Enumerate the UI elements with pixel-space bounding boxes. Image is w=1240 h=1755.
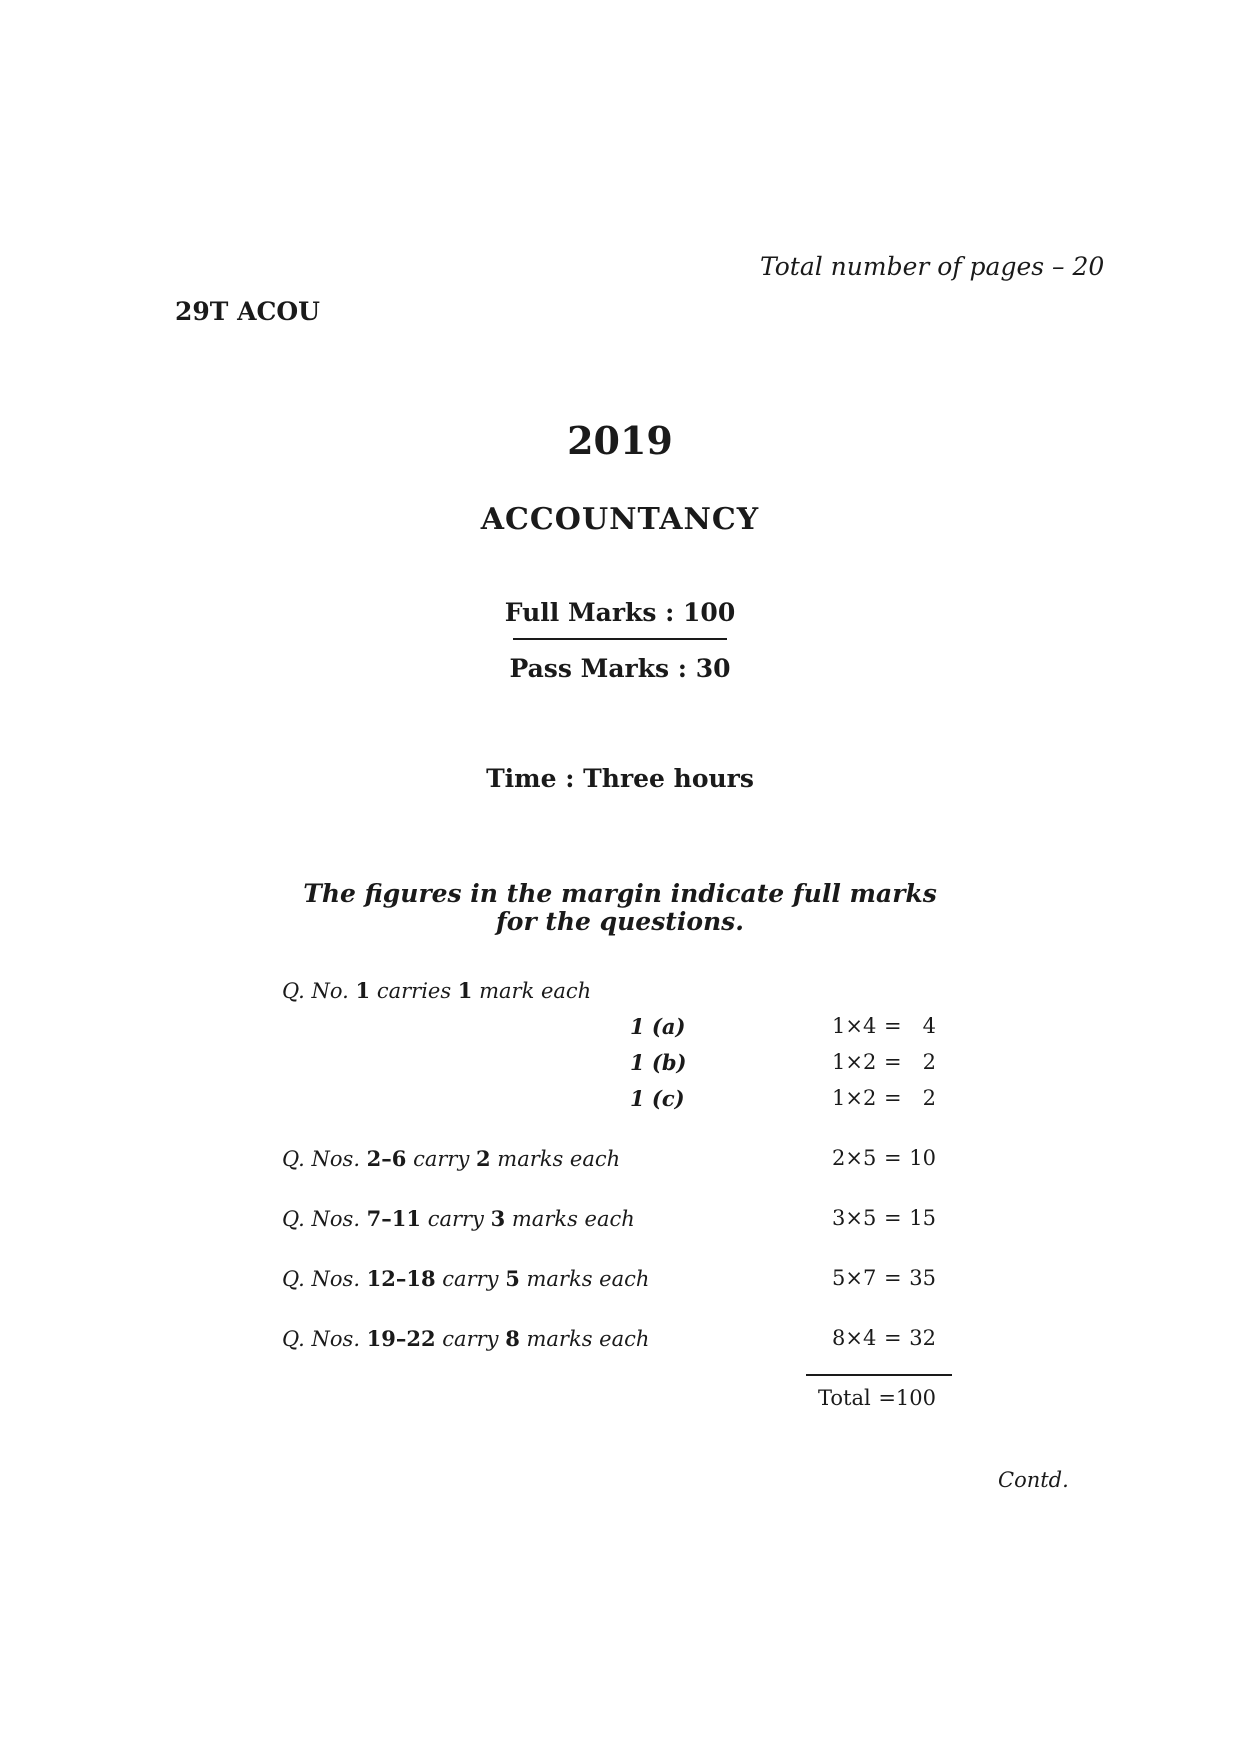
group-calc: 3×5 — [832, 1206, 877, 1230]
group-mid: carry — [406, 1147, 476, 1171]
q1-suffix: mark each — [472, 979, 592, 1003]
group-2-6-label — [282, 1146, 620, 1171]
group-prefix: Q. Nos. — [282, 1267, 367, 1291]
group-2-6-marks — [832, 1146, 936, 1170]
group-range: 7–11 — [366, 1206, 422, 1231]
group-7-11-label — [282, 1206, 635, 1231]
instruction-line-1: The figures in the margin indicate full marks — [303, 879, 937, 908]
group-eq: = — [884, 1146, 902, 1170]
q1-number: 1 — [355, 978, 371, 1003]
group-marks: 2 — [475, 1146, 491, 1171]
q1c-result: 2 — [922, 1086, 936, 1110]
exam-year: 2019 — [567, 418, 673, 463]
group-suffix: marks each — [490, 1147, 621, 1171]
q1c-marks — [832, 1086, 936, 1110]
group-mid: carry — [435, 1327, 506, 1351]
group-19-22-label — [282, 1326, 649, 1351]
q1c-calc: 1×2 — [832, 1086, 877, 1110]
group-suffix: marks each — [519, 1327, 650, 1351]
group-calc: 2×5 — [832, 1146, 877, 1170]
q1b-marks — [832, 1050, 936, 1074]
paper-code: 29T ACOU — [175, 297, 320, 326]
group-mid: carry — [435, 1267, 506, 1291]
group-eq: = — [884, 1326, 902, 1350]
q1-marks: 1 — [457, 978, 473, 1003]
group-suffix: marks each — [505, 1207, 635, 1231]
total-label: Total — [818, 1386, 871, 1410]
q1b-calc: 1×2 — [832, 1050, 877, 1074]
subject-title: ACCOUNTANCY — [480, 502, 760, 537]
group-12-18-marks — [832, 1266, 936, 1290]
pass-marks: Pass Marks : 30 — [509, 654, 731, 683]
contd-note: Contd. — [998, 1468, 1069, 1492]
q1b-eq: = — [884, 1050, 902, 1074]
q1a-marks — [832, 1014, 936, 1038]
q1a-calc: 1×4 — [832, 1014, 877, 1038]
q1b-label: 1 (b) — [630, 1050, 687, 1075]
q1b-result: 2 — [922, 1050, 936, 1074]
group-range: 2–6 — [366, 1146, 407, 1171]
group-prefix: Q. Nos. — [282, 1147, 367, 1171]
group-result: 10 — [909, 1146, 936, 1170]
group-suffix: marks each — [519, 1267, 650, 1291]
full-marks: Full Marks : 100 — [504, 598, 736, 627]
group-range: 12–18 — [366, 1266, 436, 1291]
group-marks: 3 — [490, 1206, 506, 1231]
q1-label — [282, 978, 591, 1003]
q1a-eq: = — [884, 1014, 902, 1038]
group-result: 32 — [909, 1326, 936, 1350]
group-prefix: Q. Nos. — [282, 1207, 367, 1231]
group-range: 19–22 — [366, 1326, 436, 1351]
group-12-18-label — [282, 1266, 649, 1291]
group-19-22-marks — [832, 1326, 936, 1350]
q1c-label: 1 (c) — [630, 1086, 685, 1111]
group-prefix: Q. Nos. — [282, 1327, 367, 1351]
instruction-text — [0, 880, 1240, 936]
group-marks: 8 — [505, 1326, 520, 1351]
total-value: =100 — [878, 1386, 936, 1410]
q1-prefix: Q. No. — [282, 979, 356, 1003]
q1c-eq: = — [884, 1086, 902, 1110]
q1-mid: carries — [370, 979, 458, 1003]
group-mid: carry — [421, 1207, 491, 1231]
group-eq: = — [884, 1266, 902, 1290]
exam-time: Time : Three hours — [486, 764, 754, 793]
q1a-label: 1 (a) — [630, 1014, 686, 1039]
instruction-line-2: for the questions. — [496, 907, 744, 936]
group-result: 15 — [909, 1206, 936, 1230]
group-calc: 5×7 — [832, 1266, 877, 1290]
group-eq: = — [884, 1206, 902, 1230]
total-pages: Total number of pages – 20 — [760, 252, 1105, 281]
marks-divider — [513, 638, 727, 640]
group-marks: 5 — [505, 1266, 520, 1291]
group-calc: 8×4 — [832, 1326, 877, 1350]
q1a-result: 4 — [922, 1014, 936, 1038]
total-divider — [806, 1374, 952, 1376]
group-result: 35 — [909, 1266, 936, 1290]
group-7-11-marks — [832, 1206, 936, 1230]
